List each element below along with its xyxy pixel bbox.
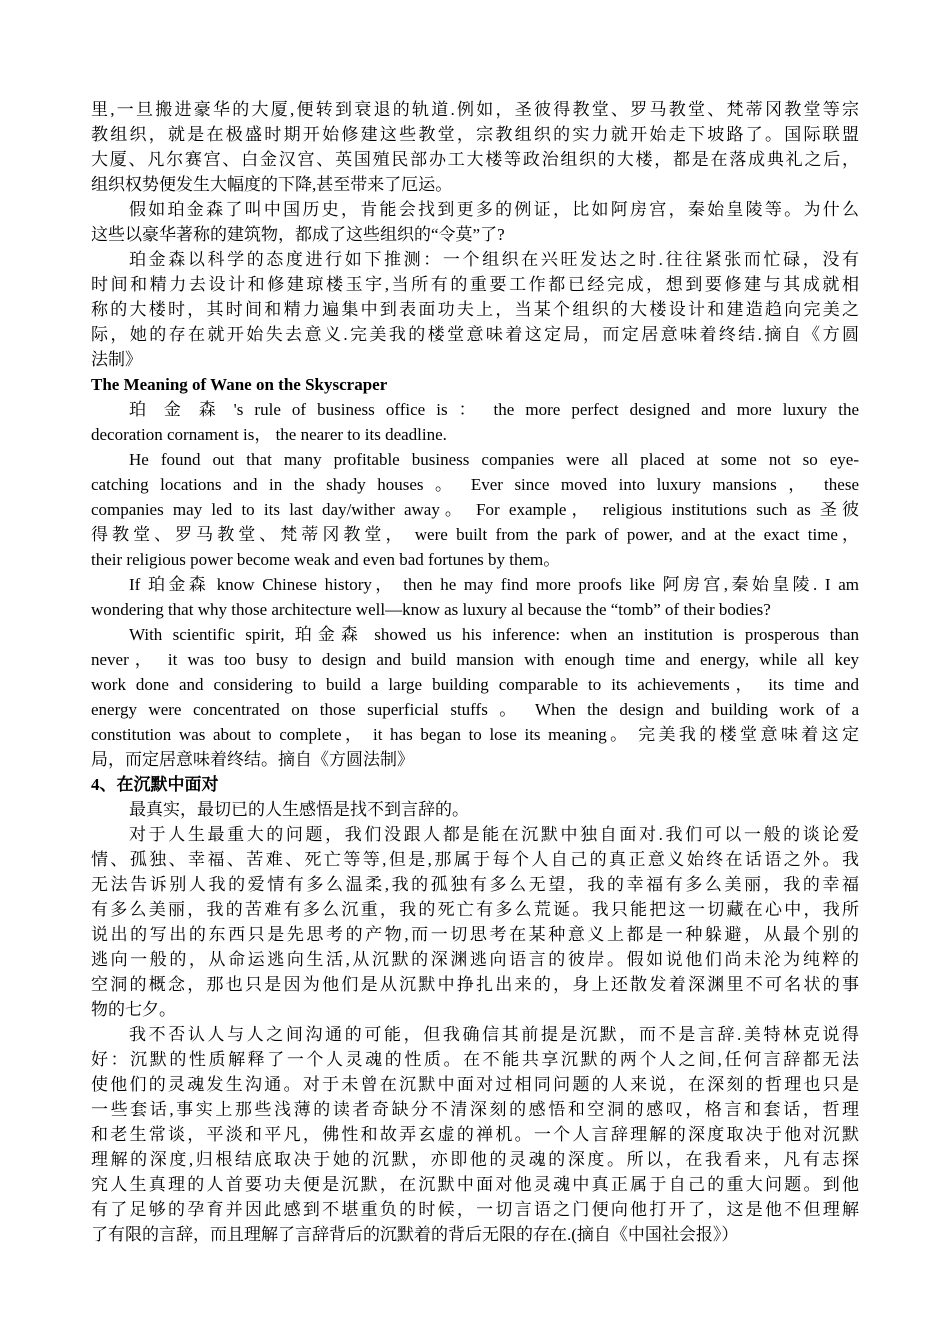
text-line: 无法告诉别人我的爱情有多么温柔,我的孤独有多么无望，我的幸福有多么美丽，我的幸福: [91, 875, 859, 894]
text-line: 教组织，就是在极盛时期开始修建这些教堂，宗教组织的实力就开始走下坡路了。国际联盟: [91, 125, 859, 144]
section-heading: [91, 772, 859, 797]
text-line: 和老生常谈，平淡和平凡，佛性和故弄玄虚的禅机。一个人言辞理解的深度取决于他对沉默: [91, 1125, 859, 1144]
text-line: catching locations and in the shady houses 。 Ever since moved into luxury mansions ， these: [91, 475, 859, 494]
text-line: 4、在沉默中面对: [91, 775, 219, 794]
paragraph: [91, 247, 859, 372]
text-line: 究人生真理的人首要功夫便是沉默，在沉默中面对他灵魂中真正属于自己的重大问题。到他: [91, 1175, 859, 1194]
text-line: With scientific spirit, 珀金森 showed us his inference: when an institution is prosperous than: [129, 625, 859, 644]
text-line: 空洞的概念，那也只是因为他们是从沉默中挣扎出来的，身上还散发着深渊里不可名状的事: [91, 975, 859, 994]
text-line: 际，她的存在就开始失去意义.完美我的楼堂意味着这定局，而定居意味着终结.摘自《方圆: [91, 325, 859, 344]
text-line: 里,一旦搬进豪华的大厦,便转到衰退的轨道.例如，圣彼得教堂、罗马教堂、梵蒂冈教堂等宗: [91, 100, 859, 119]
text-line: 假如珀金森了叫中国历史，肯能会找到更多的例证，比如阿房宫，秦始皇陵等。为什么: [129, 200, 859, 219]
text-line: If 珀金森 know Chinese history， then he may find more proofs like 阿房宫,秦始皇陵. I am: [129, 575, 859, 594]
text-line: companies may led to its last day/wither away。 For example， religious institutions such as 圣彼: [91, 500, 859, 519]
paragraph: [91, 97, 859, 197]
text-line: 使他们的灵魂发生沟通。对于未曾在沉默中面对过相同问题的人来说，在深刻的哲理也只是: [91, 1075, 859, 1094]
paragraph: [91, 572, 859, 622]
text-line: 称的大楼时，其时间和精力遍集中到表面功夫上，当某个组织的大楼设计和建造趋向完美之: [91, 300, 859, 319]
text-line: 有多么美丽，我的苦难有多么沉重，我的死亡有多么荒诞。我只能把这一切藏在心中，我所: [91, 900, 859, 919]
text-line: their religious power become weak and even bad fortunes by them。: [91, 550, 561, 569]
text-line: 大厦、凡尔赛宫、白金汉宫、英国殖民部办工大楼等政治组织的大楼，都是在落成典礼之后，: [91, 150, 859, 169]
text-line: 得教堂、罗马教堂、梵蒂冈教堂， were built from the park of power, and at the exact time，: [91, 525, 859, 544]
text-line: The Meaning of Wane on the Skyscraper: [91, 375, 388, 394]
text-line: 物的七夕。: [91, 1000, 176, 1019]
text-line: 情、孤独、幸福、苦难、死亡等等,但是,那属于每个人自己的真正意义始终在话语之外。我: [91, 850, 859, 869]
text-line: wondering that why those architecture well—know as luxury al because the “tomb” of their bodies?: [91, 600, 771, 619]
text-line: constitution was about to complete， it has began to lose its meaning。 完美我的楼堂意味着这定: [91, 725, 859, 744]
text-line: never， it was too busy to design and build mansion with enough time and energy, while all key: [91, 650, 859, 669]
text-line: 有了足够的孕育并因此感到不堪重负的时候，一切言语之门便向他打开了，这是他不但理解: [91, 1200, 859, 1219]
document-page: [91, 97, 859, 1247]
text-line: 逃向一般的，从命运逃向生活,从沉默的深渊逃向语言的彼岸。假如说他们尚未沦为纯粹的: [91, 950, 859, 969]
text-line: He found out that many profitable business companies were all placed at some not so eye-: [129, 450, 859, 469]
text-line: 组织权势便发生大幅度的下降,甚至带来了厄运。: [91, 175, 453, 194]
paragraph: [91, 822, 859, 1022]
section-heading: [91, 372, 859, 397]
text-line: 我不否认人与人之间沟通的可能，但我确信其前提是沉默，而不是言辞.美特林克说得: [129, 1025, 859, 1044]
paragraph: [91, 197, 859, 247]
text-line: 最真实，最切已的人生感悟是找不到言辞的。: [129, 800, 469, 819]
text-line: 好：沉默的性质解释了一个人灵魂的性质。在不能共享沉默的两个人之间,任何言辞都无法: [91, 1050, 859, 1069]
text-line: 珀 金 森 's rule of business office is ： the more perfect designed and more luxury the: [129, 400, 859, 419]
text-line: 局，而定居意味着终结。摘自《方圆法制》: [91, 750, 414, 769]
paragraph: [91, 1022, 859, 1247]
paragraph: [91, 622, 859, 772]
text-line: 理解的深度,归根结底取决于她的沉默，亦即他的灵魂的深度。所以，在我看来，凡有志探: [91, 1150, 859, 1169]
text-line: 对于人生最重大的问题，我们没跟人都是能在沉默中独自面对.我们可以一般的谈论爱: [129, 825, 859, 844]
paragraph: [91, 397, 859, 447]
text-line: 珀金森以科学的态度进行如下推测：一个组织在兴旺发达之时.往往紧张而忙碌，没有: [129, 250, 859, 269]
text-line: 说出的写出的东西只是先思考的产物,而一切思考在某种意义上都是一种躲避，从最个别的: [91, 925, 859, 944]
text-line: 时间和精力去设计和修建琼楼玉宇,当所有的重要工作都已经完成，想到要修建与其成就相: [91, 275, 859, 294]
text-line: energy were concentrated on those superficial stuffs 。 When the design and building work of a: [91, 700, 859, 719]
paragraph: [91, 797, 859, 822]
text-line: 法制》: [91, 350, 142, 369]
text-line: 一些套话,事实上那些浅薄的读者奇缺分不清深刻的感悟和空洞的感叹，格言和套话，哲理: [91, 1100, 859, 1119]
text-line: 了有限的言辞，而且理解了言辞背后的沉默着的背后无限的存在.(摘自《中国社会报》）: [91, 1225, 739, 1244]
text-line: decoration cornament is， the nearer to its deadline.: [91, 425, 447, 444]
paragraph: [91, 447, 859, 572]
text-line: 这些以豪华著称的建筑物，都成了这些组织的“令莫”了?: [91, 225, 505, 244]
text-line: work done and considering to build a large building comparable to its achievements， its time and: [91, 675, 859, 694]
